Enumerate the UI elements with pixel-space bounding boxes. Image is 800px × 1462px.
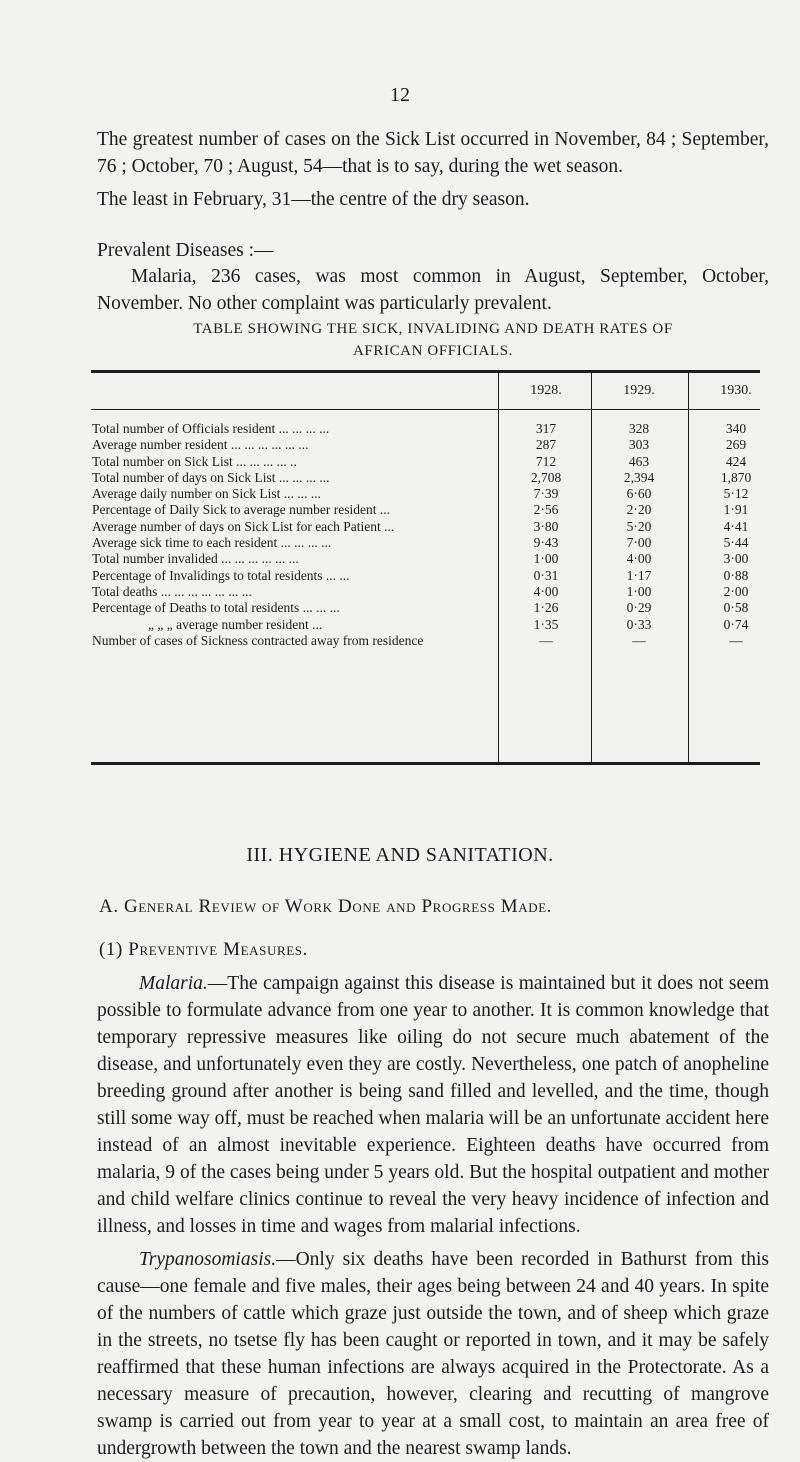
- cell-1930: 4·41: [723, 518, 749, 534]
- cell-1930: 3·00: [723, 551, 749, 567]
- cell-1929: 4·00: [626, 551, 652, 567]
- cell-1929: 2,394: [623, 469, 655, 485]
- row-label: Total deaths ... ... ... ... ... ... ...: [92, 583, 252, 599]
- cell-1929: 303: [628, 437, 650, 453]
- cell-1930: 5·12: [723, 486, 749, 502]
- year-header-1928: 1928.: [530, 383, 562, 398]
- cell-1928: 287: [535, 437, 557, 453]
- cell-1928: 2·56: [533, 502, 559, 518]
- table-row: [91, 535, 760, 551]
- table-top-rule: [91, 370, 760, 373]
- row-label: Total number on Sick List ... ... ... ... ..: [92, 453, 297, 469]
- table-row: [91, 551, 760, 567]
- trypanosomiasis-title: Trypanosomiasis.: [139, 1249, 277, 1270]
- table-header-rule: [91, 409, 760, 410]
- table-row: [91, 421, 760, 437]
- table-title-line-1: TABLE SHOWING THE SICK, INVALIDING AND DEATH RATES OF: [193, 321, 673, 337]
- table-row: [91, 584, 760, 600]
- cell-1928: 9·43: [533, 535, 559, 551]
- table-row: [91, 486, 760, 502]
- cell-1929: 463: [628, 453, 650, 469]
- section-heading: III. HYGIENE AND SANITATION.: [246, 844, 554, 866]
- least-cases-paragraph: The least in February, 31—the centre of the dry season.: [97, 189, 530, 210]
- table-row: [91, 600, 760, 616]
- table-row: [91, 568, 760, 584]
- row-label: Percentage of Deaths to total residents ... ... ...: [92, 600, 340, 616]
- cell-1930: 0·88: [723, 567, 749, 583]
- table-row: [91, 633, 760, 649]
- row-label: Percentage of Invalidings to total residents ... ...: [92, 567, 350, 583]
- table-row: [91, 617, 760, 633]
- cell-1928: —: [539, 632, 553, 648]
- page-number: 12: [390, 84, 410, 106]
- cell-1929: 1·17: [626, 567, 652, 583]
- cell-1930: 340: [725, 421, 747, 436]
- row-label: Average number of days on Sick List for each Patient ...: [92, 518, 395, 534]
- cell-1928: 7·39: [533, 486, 559, 502]
- prevalent-diseases-paragraph: Malaria, 236 cases, was most common in August, September, October, November. No other complaint was particularly prevalent.: [97, 266, 769, 314]
- cases-paragraph: The greatest number of cases on the Sick List occurred in November, 84 ; September, 76 ; October, 70 ; August, 54—that is to say, during the wet season.: [97, 129, 769, 177]
- row-label: Total number of Officials resident ... ... ... ...: [92, 421, 330, 436]
- table-row: [91, 470, 760, 486]
- row-label: Average sick time to each resident ... ... ... ...: [92, 535, 332, 551]
- table-title-line-2: AFRICAN OFFICIALS.: [353, 343, 513, 359]
- prevalent-diseases-heading: Prevalent Diseases :—: [97, 240, 274, 261]
- table-title: [97, 318, 769, 362]
- cell-1929: 2·20: [626, 502, 652, 518]
- malaria-paragraph: [97, 970, 769, 1240]
- cell-1929: 6·60: [626, 486, 652, 502]
- row-label: Number of cases of Sickness contracted away from residence: [92, 632, 424, 648]
- cell-1929: 0·33: [626, 616, 652, 632]
- trypanosomiasis-paragraph: [97, 1246, 769, 1462]
- sick-rates-table: [91, 370, 760, 765]
- row-label: Average daily number on Sick List ... ... ...: [92, 486, 321, 502]
- cell-1930: 0·58: [723, 600, 749, 616]
- row-label: Average number resident ... ... ... ... ... ...: [92, 437, 309, 453]
- table-row: [91, 454, 760, 470]
- malaria-text: —The campaign against this disease is maintained but it does not seem possible to formulate advance from one year to another. It is common knowledge that temporary repressive measures like oiling do not secure much abatement of the disease, and unfortunately even they are costly. Nevertheless, one patch of anopheline breeding ground after another is being sand filled and levelled, and the time, though still some way off, must be reached when malaria will be an unfortunate accident here instead of an almost inevitable experience. Eighteen deaths have occurred from malaria, 9 of the cases being under 5 years old. But the hospital outpatient and mother and child welfare clinics continue to reveal the very heavy incidence of infection and illness, and losses in time and wages from malarial infections.: [97, 973, 769, 1237]
- cell-1928: 1·35: [533, 616, 559, 632]
- cell-1928: 1·00: [533, 551, 559, 567]
- trypanosomiasis-text: —Only six deaths have been recorded in Bathurst from this cause—one female and five males, their ages being between 24 and 40 years. In spite of the numbers of cattle which graze just outside the town, and of sheep which graze in the streets, no tsetse fly has been caught or reported in town, and it may be safely reaffirmed that these human infections are always acquired in the Protectorate. As a necessary measure of precaution, however, clearing and recutting of mangrove swamp is carried out from year to year at a small cost, to maintain an area free of undergrowth between the town and the nearest swamp lands.: [97, 1249, 769, 1459]
- section-subheading: A. General Review of Work Done and Progress Made.: [99, 896, 553, 917]
- cell-1930: —: [729, 632, 743, 648]
- cell-1930: 1·91: [723, 502, 749, 518]
- cell-1930: 0·74: [723, 616, 749, 632]
- preventive-measures-heading: (1) Preventive Measures.: [99, 939, 308, 960]
- year-header-1929: 1929.: [623, 383, 655, 398]
- cell-1928: 4·00: [533, 583, 559, 599]
- cell-1929: 7·00: [626, 535, 652, 551]
- cell-1929: 0·29: [626, 600, 652, 616]
- row-label: Percentage of Daily Sick to average number resident ...: [92, 502, 391, 518]
- cell-1930: 5·44: [723, 535, 749, 551]
- cell-1930: 1,870: [720, 469, 752, 485]
- table-bottom-rule: [91, 762, 760, 765]
- row-label: Total number invalided ... ... ... ... ... ...: [92, 551, 299, 567]
- cell-1930: 269: [725, 437, 747, 453]
- cell-1928: 317: [535, 421, 557, 436]
- table-row: [91, 437, 760, 453]
- cell-1928: 2,708: [530, 469, 562, 485]
- cell-1928: 712: [535, 453, 557, 469]
- table-row: [91, 519, 760, 535]
- malaria-title: Malaria.: [139, 973, 208, 994]
- row-label: Total number of days on Sick List ... ... ... ...: [92, 469, 330, 485]
- table-body: [91, 421, 760, 649]
- cell-1929: —: [632, 632, 646, 648]
- cell-1928: 0·31: [533, 567, 559, 583]
- cell-1929: 5·20: [626, 518, 652, 534]
- table-row: [91, 502, 760, 518]
- row-label: „ „ „ average number resident ...: [148, 616, 323, 632]
- cell-1930: 2·00: [723, 583, 749, 599]
- cell-1930: 424: [725, 453, 747, 469]
- year-header-1930: 1930.: [720, 383, 752, 398]
- cell-1929: 328: [628, 421, 650, 436]
- cell-1929: 1·00: [626, 583, 652, 599]
- cell-1928: 3·80: [533, 518, 559, 534]
- cell-1928: 1·26: [533, 600, 559, 616]
